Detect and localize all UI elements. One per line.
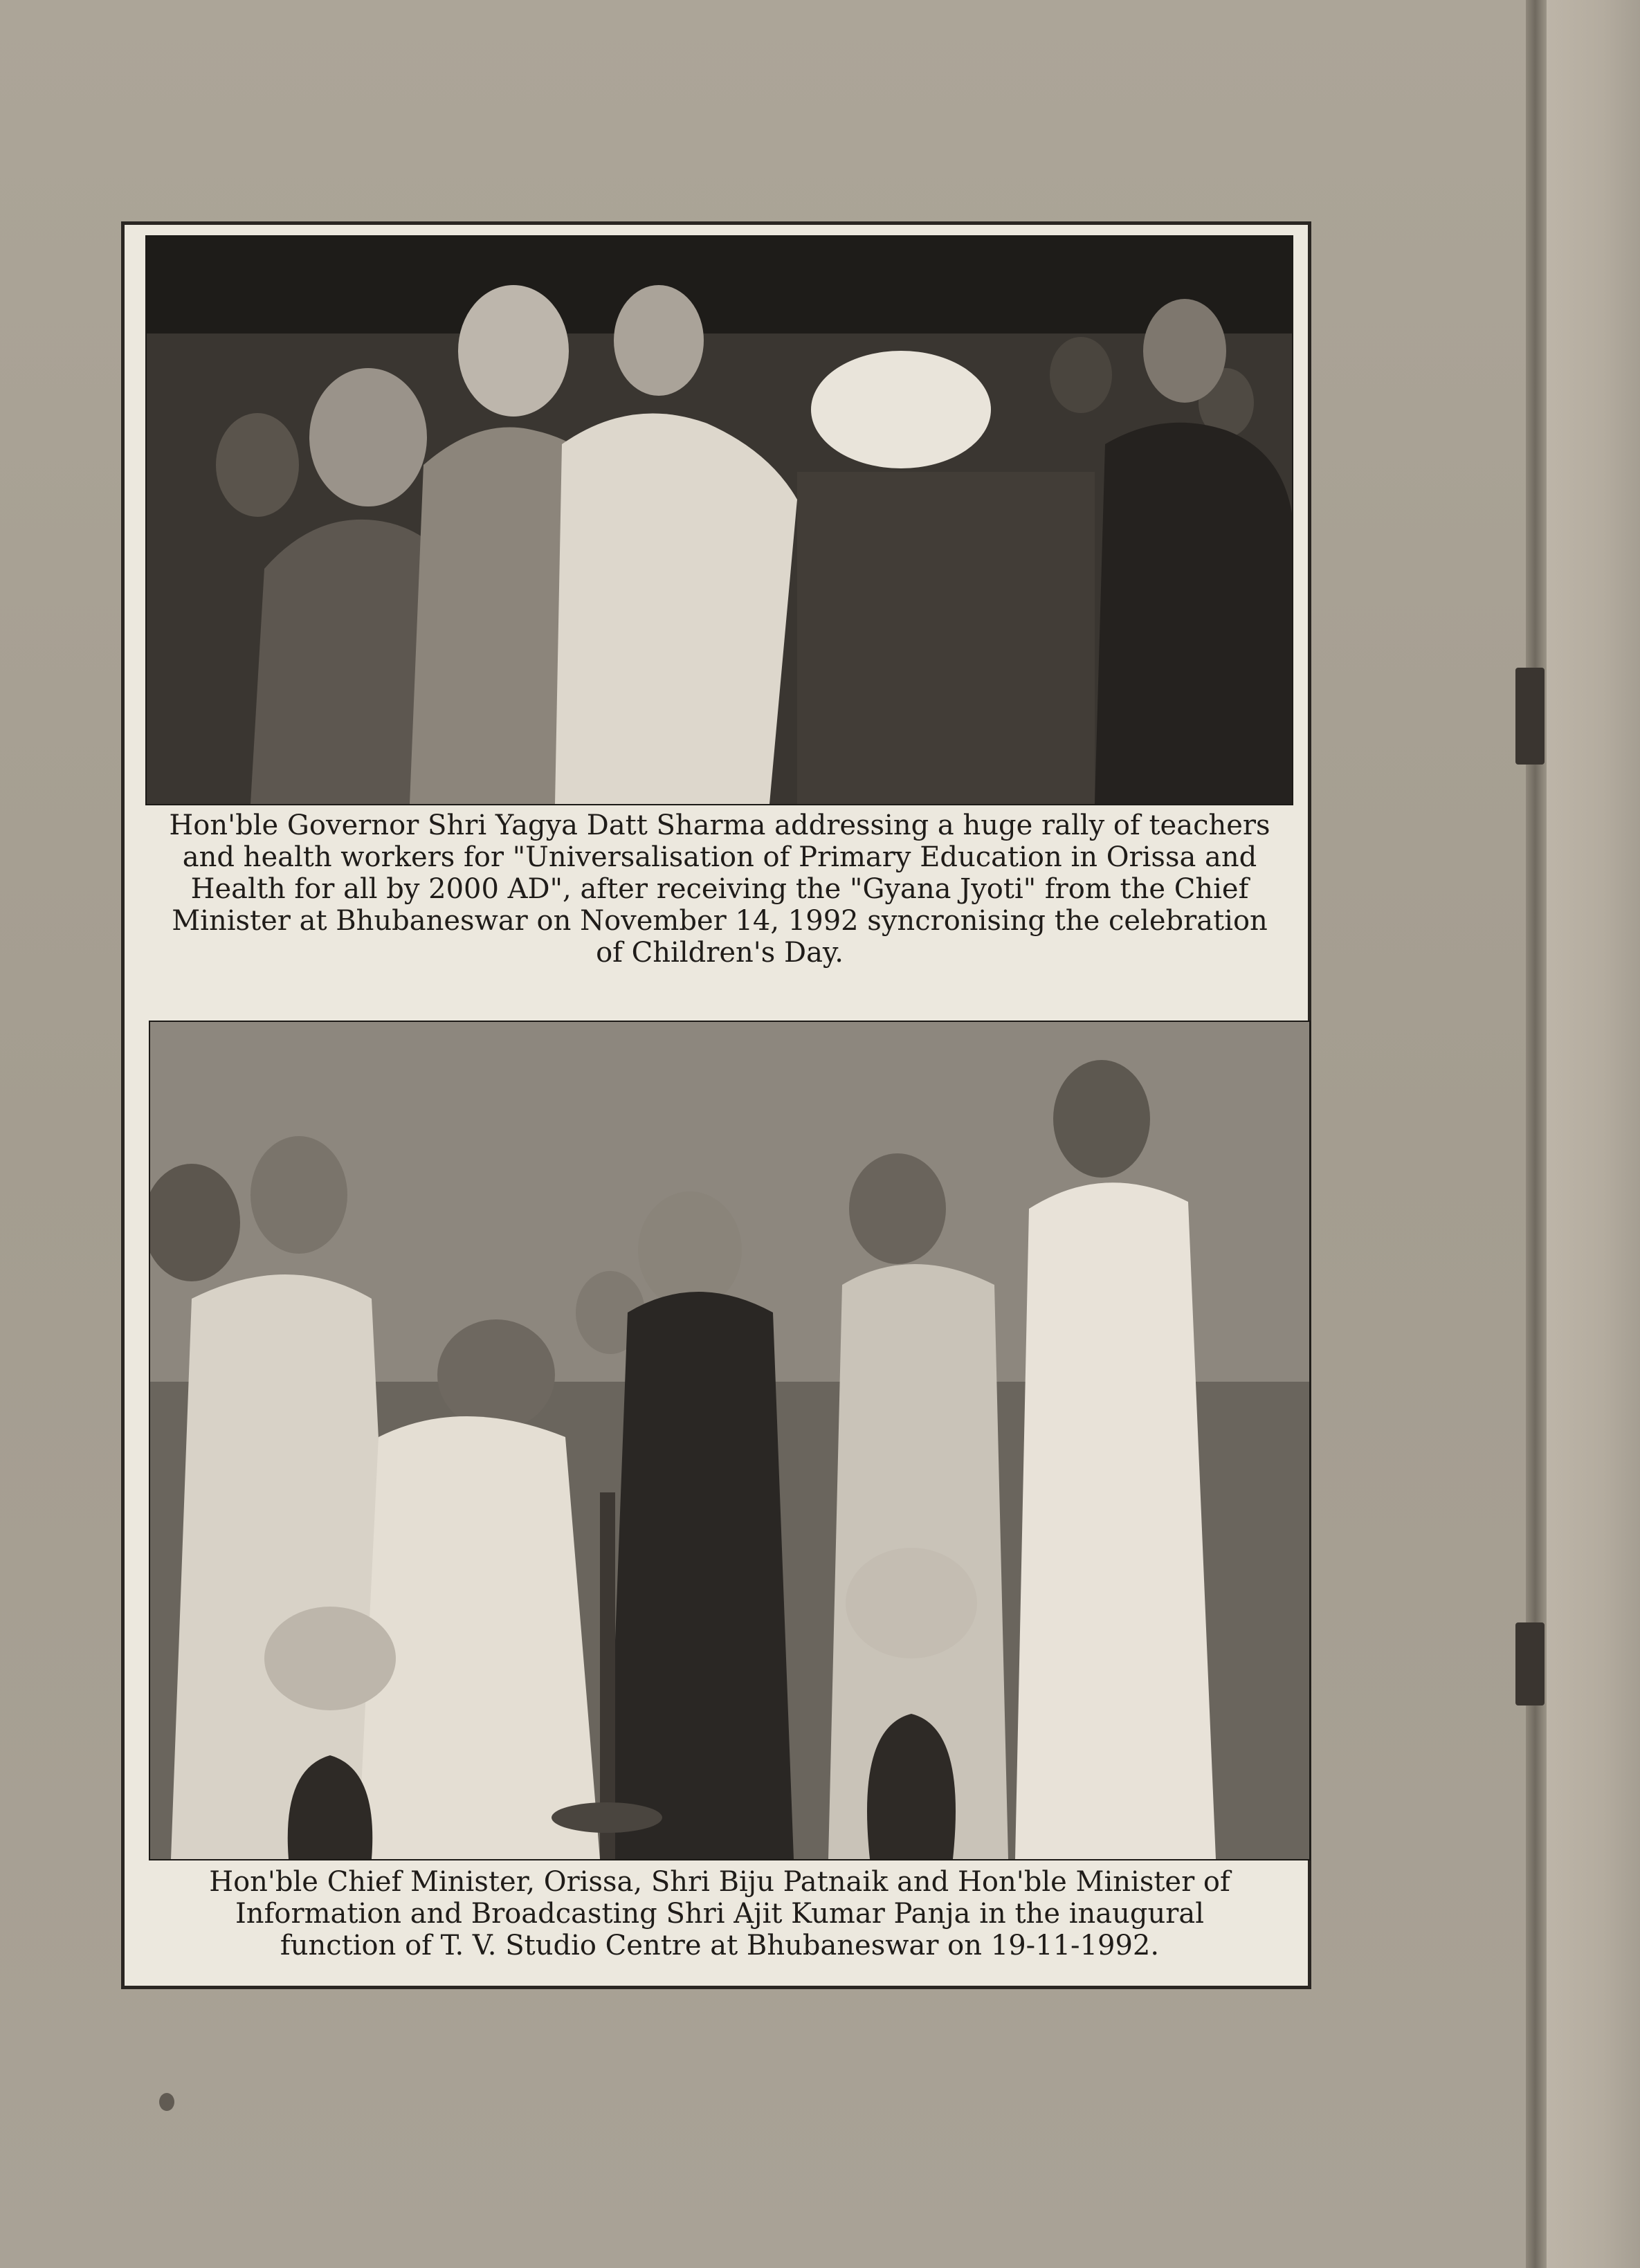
caption-line: and health workers for "Universalisation of Primary Education in Orissa and — [182, 841, 1257, 873]
page-fold — [1526, 0, 1547, 2268]
binder-clip — [1515, 1622, 1545, 1705]
caption-line: of Children's Day. — [596, 937, 844, 969]
caption-line: Hon'ble Chief Minister, Orissa, Shri Biju Patnaik and Hon'ble Minister of — [209, 1866, 1230, 1898]
newspaper-clipping — [121, 221, 1311, 1989]
caption-line: Information and Broadcasting Shri Ajit Kumar Panja in the inaugural — [235, 1898, 1204, 1930]
caption-line: Hon'ble Governor Shri Yagya Datt Sharma addressing a huge rally of teachers — [169, 810, 1270, 841]
binder-clip — [1515, 668, 1545, 765]
caption-line: function of T. V. Studio Centre at Bhubaneswar on 19-11-1992. — [280, 1930, 1160, 1961]
photo-tv-studio-inauguration-image — [150, 1022, 1309, 1859]
caption-line: Health for all by 2000 AD", after receiving the "Gyana Jyoti" from the Chief — [190, 873, 1249, 905]
photo-tv-studio-inauguration — [149, 1021, 1311, 1860]
caption-bottom — [138, 1866, 1301, 1961]
photo-governor-rally-image — [147, 237, 1292, 804]
ink-smudge — [159, 2093, 174, 2111]
photo-governor-rally — [145, 235, 1293, 805]
caption-top — [138, 810, 1301, 969]
caption-line: Minister at Bhubaneswar on November 14, 1992 syncronising the celebration — [172, 905, 1268, 937]
album-spine — [1547, 0, 1640, 2268]
